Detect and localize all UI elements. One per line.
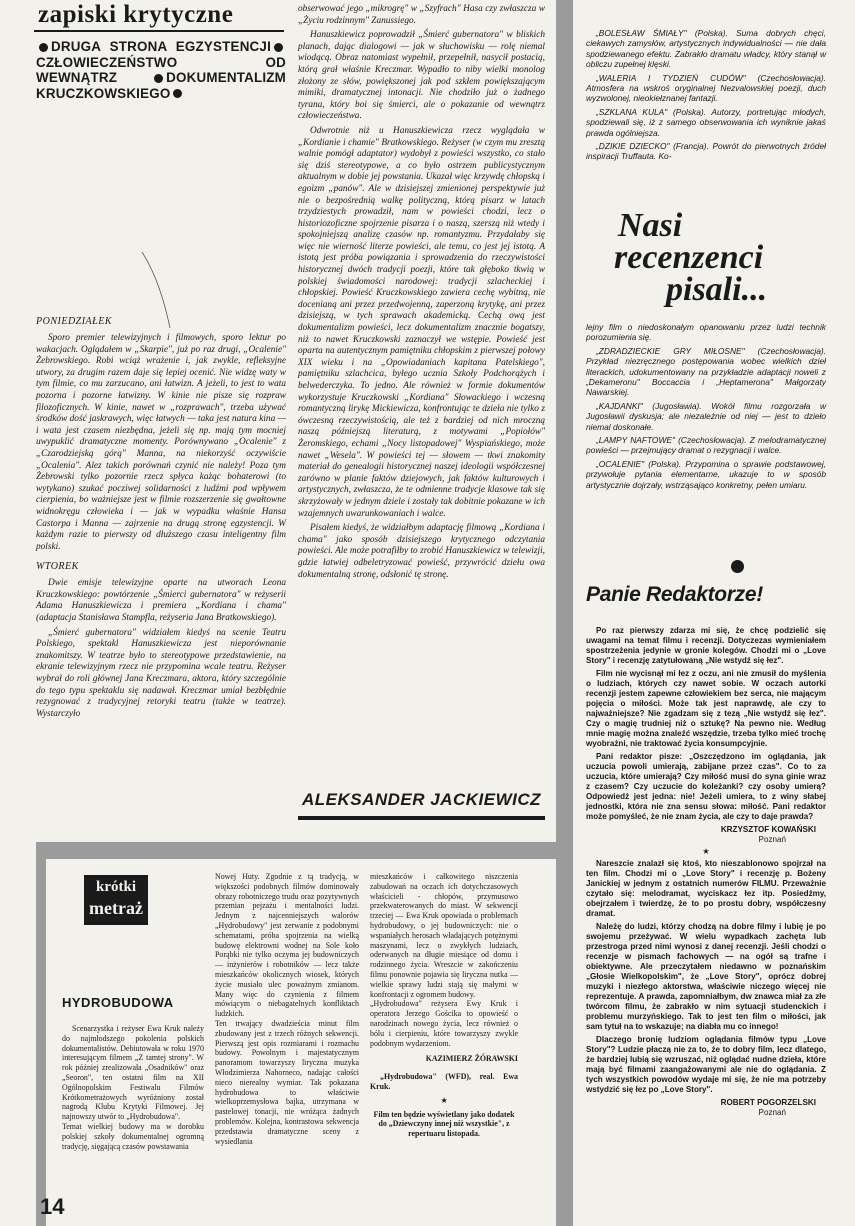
paragraph: Odwrotnie niż u Hanuszkiewicza rzecz wyglądała w „Kordianie i chamie" Bratkowskiego. Reżyser (w czym mu zresztą walnie pomógł adaptator) wydobył z powieści wszystko, co stało się dziś stereotypowe, a co było ostrzem publicystycznym aktualnym w dobie jej powstania. Ukazał więc krzywdę chłopską i egoizm „panów". Ale w dzisiejszej zmienionej perspektywie już nie o bezpośrednią walkę polityczną, którą pisarz w latach trzydziestych prowadził, nam w powieści chodzi, lecz o historiozoficzne spojrzenie pisarza i o naszą, szerszą niż wtedy i spokojniejszą analizę czasów np. romantyzmu. Przydałaby się więc nie wierność literze powieści, ale temu, co jest jej istotą. A istotą jest próba powiązania i sprowadzenia do rzeczywistości historycznej dwóch tradycji poezji, które tak głęboko tkwią w polskiej świadomości narodowej: tradycji szlacheckiej i chłopskiej. Powieść Kruczkowskiego zawiera cechę wybitną, nie docenianą ani przez przedwojenną, zaperzoną krytykę, ani przez dzisiejszą, w tych sprawach akademicką. Cechą ową jest dokumentalizm powieści, lecz dokumentalizm znacznie bogatszy, niż to nawet Kruczkowski zaznaczył we wstępie. Powieść jest oparta na autentycznym pamiętniku chłopskim z pierwszej połowy XIX wieku i na „Opowiadaniach kapitana Patelskiego", pamiętniku szlachcica, byłego ucznia Szkoły Podchorążych i belwederczyka. To jedno. Ale również w formie dokumentów wykorzystuje Kruczkowski „Kordiana" Słowackiego i wczesną romantyczną lirykę Mickiewicza, konfrontując te dzieła nie tylko z ówczesną rzeczywistością, ale też z bardziej od nich mroczną naszą późniejszą literaturą, z motywami „Popiołów" Żeromskiego, echami „Nocy listopadowej" Wyspiańskiego, może nawet „Wesela". W powieści tej — słowem — tkwi znakomity materiał do genealogii historycznej naszej ideologii współczesnej zarówno w planie faktów dziejowych, jak faktów kulturowych i artystycznych, zwłaszcza, że te odmienne tradycje klasowe tak się skrzyżowały w jednym dziele i zostały tak dobitnie pokazane w ich wzajemnych uwarunkowaniach i walce. [298,125,545,519]
headline-1: DRUGA STRONA EGZYSTENCJI [51,39,271,54]
review-item: „WALERIA I TYDZIEŃ CUDÓW" (Czechosłowacja). Atmosfera na wskroś oryginalnej Nezvalowskiej poezji, duch wyzwolonej, nieokiełznanej fantazji. [586,72,826,104]
letters-body [586,626,826,1118]
separator-dot-icon [731,560,744,573]
day-heading-tuesday: WTOREK [36,561,79,573]
review-item: „BOLESŁAW ŚMIAŁY" (Polska). Suma dobrych chęci, ciekawych zamysłów, artystycznych indywidualności — nie dała spodziewanego efektu. Zabrakło dramatu władcy, który stanął w obliczu zupełnej klęski. [586,28,826,70]
krotki-title: HYDROBUDOWA [62,995,174,1010]
headline-3: DOKUMENTALIZM KRUCZKOWSKIEGO [36,70,286,101]
signature: ROBERT POGORZELSKI [720,1098,816,1107]
paragraph: Dwie emisje telewizyjne oparte na utworach Leona Kruczkowskiego: powtórzenie „Śmierci gubernatora" w reżyserii Adama Hanuszkiewicza i premiera „Kordiana i chama" (adaptacja Stanisława Stampfla, reżyseria Jana Bratkowskiego). [36,578,286,624]
review-item: „DZIKIE DZIECKO" (Francja). Powrót do pierwotnych źródeł inspiracji Truffauta. Ko- [586,141,826,162]
author-byline: ALEKSANDER JACKIEWICZ [301,790,542,809]
review-item: „SZKLANA KULA" (Polska). Autorzy, portretując młodych, spodziewali się, iż z samego obserwowania ich wyniknie jakaś prawda ogólniejsza. [586,106,826,138]
film-credit: „Hydrobudowa" (WFD), real. Ewa Kruk. [370,1072,518,1091]
nasi-recenzenci-logo [610,207,810,308]
krotki-column-1 [62,1024,204,1154]
letter-paragraph: Nareszcie znalazł się ktoś, kto nieszablonowo spojrzał na ten film. Chodzi mi o „Love Story" i recenzję p. Bożeny Janickiej w jednym z ostatnich numerów FILMU. Przeważnie czytało się: melodramat, wyciskacz łez itp. Posiedźmy, obejrzałem i twierdzę, że to po prostu dobry, współczesny dramat. [586,859,826,918]
logo-line-3: pisali... [666,271,768,308]
logo-line-1: Nasi [618,207,683,244]
headline-block [36,39,286,101]
paragraph: obserwować jego „mikrogrę" w „Szyfrach" Hasa czy zwłaszcza w „Życiu rodzinnym" Zanussiego. [298,4,545,26]
signature-city: Poznań [758,1108,786,1117]
logo-line-2: metraż [89,898,143,918]
review-item: „KAJDANKI" (Jugosławia). Wokół filmu rozgorzała w Jugosławii dyskusja; ale niezależnie od niej — jest to dzieło niemal doskonałe. [586,400,827,432]
bullet-icon [173,89,182,98]
headline-2: CZŁOWIECZEŃSTWO OD WEWNĄTRZ [36,54,286,85]
day-heading-monday: PONIEDZIAŁEK [36,316,112,327]
paragraph: mieszkańców i całkowitego niszczenia zabudowań na oczach ich dotychczasowych właścicieli - chłopów, przymusowo przekwaterowanych do miast. W sekwencji trzeciej — Ewa Kruk opowiada o problemach hydrobudowy, o jej budowniczych: nie o wspaniałych herosach władających potężnymi maszynami, lecz o zwykłych ludziach, oderwanych na długie miesiące od domu i rodzinnego życia. Wreszcie w zakończeniu filmu ponownie pojawia się liryczna nutka — wielkie sprawy ludzi stają się małymi w konfrontacji z ogromem budowy. „Hydrobudowa" reżysera Ewy Kruk i operatora Jerzego Gościka to opowieść o narodzinach nowego życia, lecz również o bólu i cierpieniu, które towarzyszy zwykle podobnym wydarzeniom. [370,872,518,1048]
paragraph: Sporo premier telewizyjnych i filmowych, sporo lektur po wakacjach. Oglądałem w „Skarpie", już po raz drugi, „Ocalenie" Żebrowskiego. Robi wciąż wrażenie i, jak zwykle, refleksyjne utwory, za drugim razem daje się lepiej ocenić. Nie widzę waty w tym filmie, co mu zarzucano, ani łatwizn. A jeżeli, to jest to wata pozorna i pozorne łatwizny. W kinie nie pisze się rozpraw filozoficznych. W kinie, nawet w „rozprawach", trzeba używać środków dość jaskrawych, więc łatwych — taka jest natura kina — i wata jest czasem niezbędna, jeżeli się np. mają tym mocniej uwypuklić dramatyczne momenty. Porównywano „Ocalenie" z „Czarodziejską górą" Manna, na niekorzyść oczywiście „Ocalenia". Alez takich porównań czynić nie należy! Poza tym Żebrowski tylko pozornie rzecz spłyca każąc bohaterowi (to wytykano) szukać pocziwej solidarności z ludźmi pod wpływem cierpienia, bo ważniejsze jest w filmie rozszerzenie się gwałtowne widnokręgu człowieka i — jak w wypadku właśnie Hansa Castorpa i Manna — zajrzenie na drugą stronę egzystencji. W każdym razie to pierwszy od dłuższego czasu inteligentny film polski. [36,333,286,552]
signature-city: Poznań [758,835,786,844]
krotki-metraz-logo [84,875,148,925]
paragraph: Pisałem kiedyś, że widziałbym adaptację filmową „Kordiana i chama" jako sposób dzisiejszego krytycznego odczytania powieści. Ale może potrafiłby to zrobić Hanuszkiewicz w telewizji, gdzie łatwiej odbeletryzować powieść, przywrócić dziełu owa dokumentalną stronę, odsłonić tę stronę. [298,523,545,580]
page-number: 14 [40,1194,65,1219]
letter-paragraph: Należę do ludzi, którzy chodzą na dobre filmy i lubię je po swojemu przeżywać. W wielu wypadkach zachęta lub przestroga przed nimi wynosi z danej recenzji. Jeśli chodzi o recenzje w pismach fachowych — na ogół są trafne i obiektywne. Ale przeczytałem niedawno w poznańskim „Głosie Wielkopolskim", że „Love Story", oprócz dobrej muzyki i niezłego aktorstwa, właściwie niczego więcej nie reprezentuje. A prawda, zapomniałbym, dw znawca miał za złe twórcom filmu, że zabrakło w nim sytuacji studenckich i problemu murzyńskiego. Tak to jest ten film o miłości, jak sam tytuł na to wskazuje; na diabła mu co innego! [586,922,826,1031]
reviews-column-top [586,28,826,165]
reviews-column-bottom [586,322,826,493]
asterisk-separator: ★ [440,1095,448,1105]
krotki-frame-top [36,842,556,859]
asterisk-separator: ★ [702,847,710,856]
letter-paragraph: Dlaczego bronię ludziom oglądania filmów typu „Love Story"? Ludzie płaczą nie za to, że to dobry film, lecz dlatego, że bardziej lubią się wzruszać, niż oglądać nudne dzieła, które mają być filmami zaangażowanymi ale nie do oglądania. Z tych wszystkich powodów wydaje mi się, że nie ma potrzeby wstydzić się łez po „Love Story". [586,1035,826,1094]
signature: KRZYSZTOF KOWAŃSKI [720,825,816,834]
letters-header: Panie Redaktorze! [586,583,763,606]
review-item: „OCALENIE" (Polska). Przypomina o sprawie podstawowej, przywołuje pytania elementarne, ukazuje to w sposób artystycznie dojrzały, wstrząsająco konkretny, pełen umiaru. [586,458,827,490]
letter-paragraph: Po raz pierwszy zdarza mi się, że chcę podzielić się uwagami na temat filmu i recenzji. Dotyczezas wymieniałem spostrzeżenia jedynie w gronie kolegów. Chodzi mi o „Love Story" i recenzję zatytułowaną „Nie wstydź się łez". [586,626,826,665]
masthead-underline [34,30,284,32]
paragraph: Hanuszkiewicz poprowadził „Śmierć gubernatora" w bliskich planach, dając dialogowi — jak w słuchowisku — rolę niemal wiodącą. Obraz natomiast wypełnił, przepełnił, nasycił postacią, którą grał właśnie Kreczmar. Wypadło to niby wielki monolog złożony ze słów, powiększonej jak pod szkłem powiększającym mimiki, dramatycznej intonacji. Nie chodziło już o żadnego tyrana, który boi się śmierci, ale o pokazanie od wewnątrz człowieczeństwa. [298,30,545,122]
letter-paragraph: Pani redaktor pisze: „Oszczędzono im oglądania, jak uczucia powoli umierają, zabijane przez czas". Co to za uczucia, które umierają? Czy miłość musi do syna ginie wraz z czasem? Czy uczucie do koleżanki? czy osoby umierą? Odpowiedź jest jedna: nie! Jeżeli umiera, to z winy słabej jednostki, która nie zna sensu słowa: miłość. Pani redaktor może pomyśleć, że nie znam życia, ale czy to daje prawda? [586,752,826,821]
review-item: lejny film o niedoskonałym opanowaniu przez ludzi technik porozumienia się. [586,322,826,343]
bullet-icon [154,74,163,83]
signature: KAZIMIERZ ŻÓRAWSKI [425,1054,518,1064]
paragraph: Scenarzystka i reżyser Ewa Kruk należy do najmłodszego pokolenia polskich dokumentalistów. Debiutowała w roku 1970 interesującym filmem „Z tamtej strony". W rok później zrealizowała „Osadników" oraz „Seoron", ten ostatni film na XII Ogólnopolskim Festiwalu Filmów Krótkometrażowych wyróżniony został nagrodą Klubu Krytyki Filmowej. Jej najnowszy utwór to „Hydrobudowa". Temat wielkiej budowy ma w dorobku polskiej szkoły dokumentalnej ogromną tradycję, sięgającą czasów powstawania [62,1024,204,1151]
column-1 [36,310,286,723]
krotki-column-2 [215,872,359,1149]
logo-line-2: recenzenci [614,239,764,276]
bullet-icon [274,43,283,52]
paragraph: Nowej Huty. Zgodnie z tą tradycją, w większości podobnych filmów dominowały obrazy robotniczego trudu oraz pozytywnych przemian pejzażu i mentalności ludzi. Jednym z najcenniejszych walorów „Hydrobudowy" jest zerwanie z podobnymi schematami, próba spojrzenia na wielką budowę elektrowni wodnej na Sole koło Porąbki nie tylko oczyma jej budowniczych — inżynierów i robotników — lecz także mieszkańców okolicznych wiosek, których życie musiało ulec poważnym zmianom. Many więc do czynienia z filmem mówiącym o niebagatelnych konfliktach ludzkich. Ten trwający dwadzieścia minut film zbudowany jest z trzech różnych sekwencji. Pierwszą jest opis rozmiarami i rozmachu budowy. Powolnym i majestatycznym panoramom towarzyszy liryczna muzyka Włodzimierza Nahorneco, nadając całości nieco nierealny wymiar. Tak pokazana hydrobudowa to właściwie wielkoprzemysłowa bajka, utrzymana w pastelowej tonacji, nie wróżąca żadnych problemów. Kolejna, kontrastowa sekwencja przedstawia dramatyczne sceny z wysiedlania [215,872,359,1146]
review-item: „LAMPY NAFTOWE" (Czechosłowacja). Z melodramatycznej powieści — przejmujący dramat o rezygnacji i walce. [586,435,827,456]
krotki-frame-left [36,842,46,1226]
screening-note: Film ten będzie wyświetlany jako dodatek do „Dziewczyny innej niż wszystkie", z repertuaru listopada. [373,1109,515,1139]
letter-paragraph: Film nie wycisnął mi łez z oczu, ani nie zmusił do myślenia o ludziach, których czy nawet sobie. W oczach autorki recenzji jestem zapewne człowiekiem bez serca, nie mającym pojęcia o miłości. Może tak jest naprawdę, ale czy to najważniejsze? Nie zgadzam się z tezą „Nie wstydź się łez". Czy o magię trudniej niż o sztukę? Na pewno nie. Według mnie magię można znaleźć wszędzie, trzeba tylko mieć trochę wyobraźni, nie traktować życia konsumpcyjnie. [586,669,826,748]
paragraph: „Śmierć gubernatora" widziałem kiedyś na scenie Teatru Polskiego, spektakl Hanuszkiewicza jest nieporównanie znakomitszy. W teatrze było to stereotypowe przedstawienie, na ekranie telewizyjnym rzecz nie przypomina wcale teatru. Reżyser wybrał do roli głównej Jana Kreczmara, aktora, który szczególnie do tego typu spektaklu się nadawał. Kreczmar umiał bezbłędnie rezygnować z tradycyjnej retoryki teatru (także w teatrze). Wystarczyło [36,627,286,719]
logo-line-1: krótki [95,879,136,895]
krotki-column-3 [370,872,518,1139]
bullet-icon [39,43,48,52]
review-item: „ZDRADZIECKIE GRY MIŁOSNE" (Czechosłowacja). Przykład niezręcznego postępowania wobec wielkich dzieł literackich, udokumentowany na przykładzie adaptacji noweli z „Dekameronu" Boccaccia i „Heptamerona" Małgorzaty Nawarskiej. [586,345,826,398]
column-divider [556,0,573,1226]
column-2 [298,4,545,584]
author-underline [298,816,545,820]
section-title: zapiski krytyczne [38,2,234,28]
